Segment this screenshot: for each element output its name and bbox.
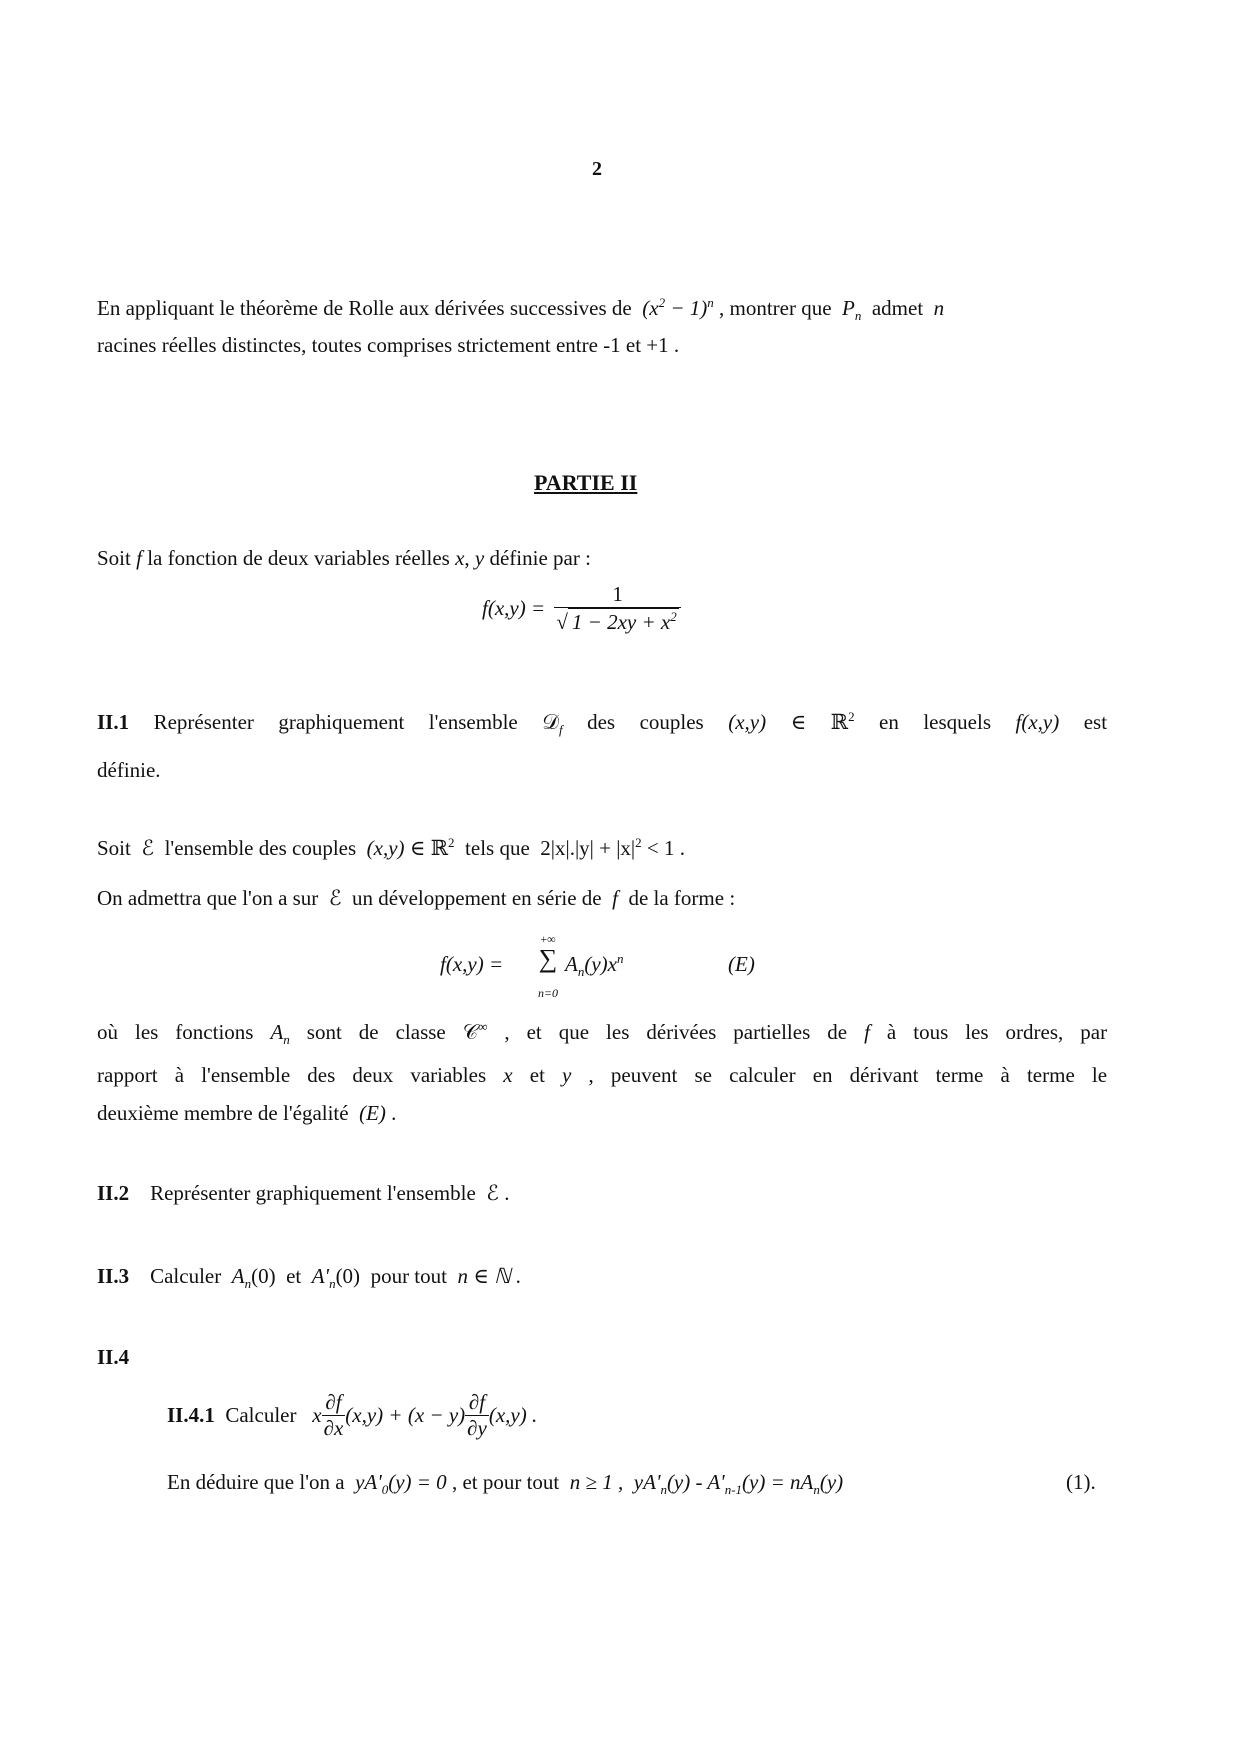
equation-tag-E: (E)	[728, 952, 755, 976]
series-lhs: f(x,y) =	[440, 952, 504, 976]
partial-f-over-x: $\frac{\partial f}{\partial x}$	[323, 1390, 344, 1440]
definition-formula: f(x,y) = $\frac{1}{√ 1 - 2xy + x^2}$	[482, 582, 681, 635]
after-series-line-2: rapport à l'ensemble des deux variables x et y , peuvent se calculer en dérivant terme à terme le	[97, 1063, 1108, 1087]
series-intro-line: On admettra que l'on a sur ℰ un développement en série de f de la forme :	[97, 886, 736, 910]
page-number: 2	[592, 158, 602, 180]
question-II-1-line2: définie.	[97, 758, 161, 782]
question-II-4: II.4	[97, 1345, 130, 1369]
question-II-3: II.3 Calculer $A_n(0)$ et $A'_n(0)$ pour tout n ∈ ℕ .	[97, 1264, 522, 1292]
question-II-1: II.1 Représenter graphiquement l'ensemble 𝒟$_f$ des couples (x,y) ∈ ℝ$^2$ en lesquels f(x,y) est	[97, 709, 1108, 738]
question-II-2: II.2 Représenter graphiquement l'ensemble ℰ .	[97, 1181, 510, 1205]
series-sum-top: +∞	[540, 932, 556, 946]
set-E-definition: Soit ℰ l'ensemble des couples (x,y) ∈ ℝ$^2$ tels que $2|x|.|y| + |x|^2 < 1$ .	[97, 835, 685, 860]
after-series-line-1: où les fonctions $A_n$ sont de classe 𝒞∞ , et que les dérivées partielles de f à tous les ordres, par	[97, 1019, 1108, 1048]
series-sum-bottom: n=0	[537, 986, 559, 1000]
series-sigma: ∑	[538, 944, 558, 973]
part-title: PARTIE II	[534, 470, 638, 495]
partial-f-over-y: $\frac{\partial f}{\partial y}$	[467, 1390, 487, 1440]
definition-line: Soit f la fonction de deux variables réelles x, y définie par :	[97, 546, 591, 570]
series-term: $A_n(y)x^n$	[565, 951, 624, 980]
question-II-4-1-deduce: En déduire que l'on a $yA'_0(y) = 0$ , et pour tout n ≥ 1 , $yA'_n(y) - A'_{n-1}(y) = nA_n(y)$	[167, 1470, 844, 1498]
question-II-4-1: II.4.1 Calculer x $\frac{\partial f}{\partial x}$ (x,y) + (x − y) $\frac{\partial f}{\partial y}$ (x,y) .	[167, 1390, 538, 1440]
intro-line-1: En appliquant le théorème de Rolle aux dérivées successives de $(x^2 - 1)^n$ , montrer que $P_n$ admet n	[97, 295, 945, 324]
after-series-line-3: deuxième membre de l'égalité (E) .	[97, 1101, 397, 1125]
equation-tag-1: (1).	[1066, 1470, 1096, 1494]
intro-line-2: racines réelles distinctes, toutes comprises strictement entre -1 et +1 .	[97, 333, 680, 357]
